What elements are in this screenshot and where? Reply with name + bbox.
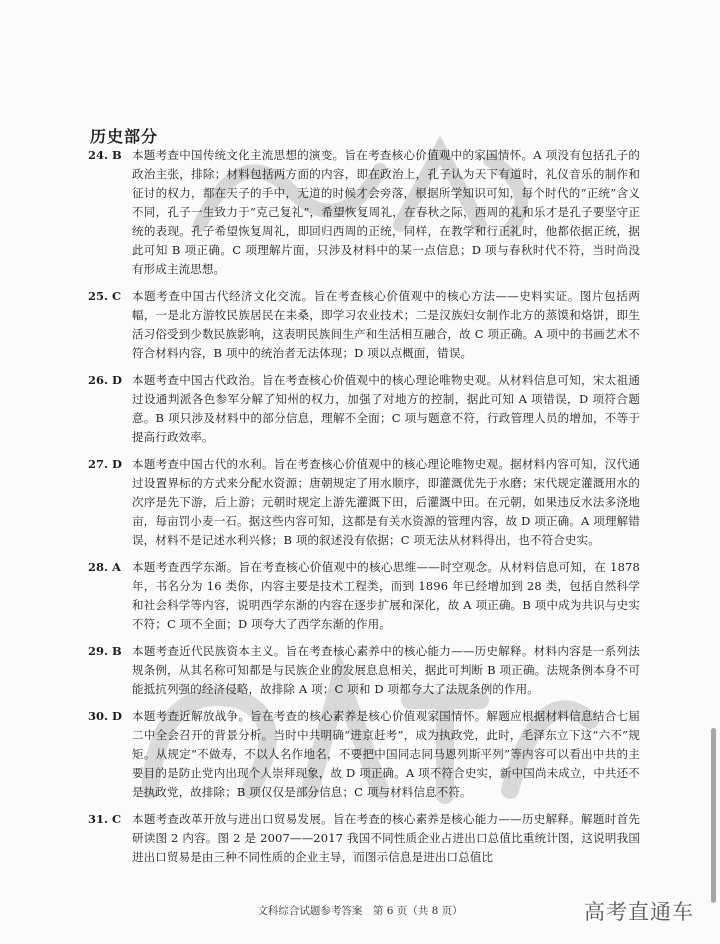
question-number: 25. C bbox=[88, 289, 122, 303]
page-footer: 文科综合试题参考答案 第 6 页（共 8 页） bbox=[257, 905, 463, 917]
answer-item-24 bbox=[88, 146, 640, 279]
answer-explanation: 本题考查近代民族资本主义。旨在考查核心素养中的核心能力——历史解释。材料内容是一系列法规条例，从其名称可知都是与民族企业的发展息息相关，据此可判断 B 项正确。法规条例本身不可能抵抗列强的经济侵略，故排除 A 项；C 项和 D 项都夸大了法规条例的作用。 bbox=[132, 644, 640, 696]
brand-watermark: 高考直通车 bbox=[584, 900, 694, 924]
answer-item-27 bbox=[88, 455, 640, 550]
question-number: 30. D bbox=[88, 709, 122, 723]
answer-explanation: 本题考查改革开放与进出口贸易发展。旨在考查的核心素养是核心能力——历史解释。解题时首先研读图 2 内容。图 2 是 2007——2017 我国不同性质企业占进出口总值比重统计图，这说明我国进出口贸易是由三种不同性质的企业主导，而图示信息是进出口总值比 bbox=[132, 812, 640, 864]
answer-explanation: 本题考查中国古代政治。旨在考查核心价值观中的核心理论唯物史观。从材料信息可知，宋太祖通过设通判派各色参军分解了知州的权力，加强了对地方的控制，据此可知 A 项错误，D 项符合题意。B 项只涉及材料中的部分信息，理解不全面；C 项与题意不符，行政管理人员的增加，不等于提高行政效率。 bbox=[132, 373, 640, 444]
question-number: 26. D bbox=[88, 373, 122, 387]
answer-explanation: 本题考查近解放战争。旨在考查的核心素养是核心价值观家国情怀。解题应根据材料信息结合七届二中全会召开的背景分析。当时中共明确“进京赶考”，成为执政党，此时，毛泽东立下这“六不”规矩。从规定“不做寿，不以人名作地名，不要把中国同志同马恩列斯平列”等内容可以看出中共的主要目的是防止党内出现个人崇拜现象，故 D 项正确。A 项不符合史实，新中国尚未成立，中共还不是执政党，故排除；B 项仅仅是部分信息；C 项与材料信息不符。 bbox=[132, 709, 640, 799]
answer-explanation: 本题考查中国古代经济文化交流。旨在考查核心价值观中的核心方法——史料实证。图片包括两幅，一是北方游牧民族居民在耒桑，即学习农业技术；二是汉族妇女制作北方的蒸馍和烙饼，即生活习俗受到少数民族影响，这表明民族间生产和生活相互融合，故 C 项正确。A 项中的书画艺术不符合材料内容，B 项中的统治者无法体现；D 项以点概面，错误。 bbox=[132, 289, 640, 360]
answer-item-25 bbox=[88, 287, 640, 363]
question-number: 29. B bbox=[88, 644, 122, 658]
answer-explanation: 本题考查西学东渐。旨在考查核心价值观中的核心思维——时空观念。从材料信息可知，在 1878 年，书名分为 16 类你，内容主要是技术工程类，而到 1896 年已经增加到 28 类，包括自然科学和社会科学等内容，说明西学东渐的内容在逐步扩展和深化，故 A 项正确。B 项中成为共识与史实不符；C 项不全面；D 项夸大了西学东渐的作用。 bbox=[132, 560, 640, 631]
answer-explanation: 本题考查中国传统文化主流思想的演变。旨在考查核心价值观中的家国情怀。A 项没有包括孔子的政治主张，排除；材料包括两方面的内容，即在政治上，孔子认为天下有道时，礼仪音乐的制作和征讨的权力，都在天子的手中，无道的时候才会旁落，根据所学知识可知，每个时代的“正统”含义不同，孔子一生致力于“克己复礼”，希望恢复周礼，在春秋之际，西周的礼和乐才是孔子要坚守正统的表现。孔子希望恢复周礼，即回归西周的正统，同样，在教学和行正礼时，他都依据正统，据此可知 B 项正确。C 项理解片面，只涉及材料中的某一点信息；D 项与春秋时代不符，当时尚没有形成主流思想。 bbox=[132, 148, 640, 276]
section-title: 历史部分 bbox=[90, 127, 159, 146]
answer-item-30 bbox=[88, 707, 640, 802]
answer-item-29 bbox=[88, 642, 640, 699]
answer-item-26 bbox=[88, 371, 640, 447]
question-number: 31. C bbox=[88, 812, 122, 826]
scrollbar-thumb[interactable] bbox=[711, 728, 716, 903]
question-number: 28. A bbox=[88, 560, 121, 574]
answer-list bbox=[88, 146, 640, 867]
answer-explanation: 本题考查中国古代的水利。旨在考查核心价值观中的核心理论唯物史观。据材料内容可知，汉代通过设置界标的方式来分配水资源；唐朝规定了用水顺序，即灌溉优先于水磨；宋代规定灌溉用水的次序是先下游，后上游；元朝时规定上游先灌溉下田，后灌溉中田。在元朝，如果违反水法多浇地亩，每亩罚小麦一石。据这些内容可知，这都是有关水资源的管理内容，故 D 项正确。A 项理解错误，材料不是记述水利兴修；B 项的叙述没有依据；C 项无法从材料得出，也不符合史实。 bbox=[132, 457, 640, 547]
question-number: 27. D bbox=[88, 457, 122, 471]
answer-item-31 bbox=[88, 810, 640, 867]
answer-item-28 bbox=[88, 558, 640, 634]
question-number: 24. B bbox=[88, 148, 122, 162]
